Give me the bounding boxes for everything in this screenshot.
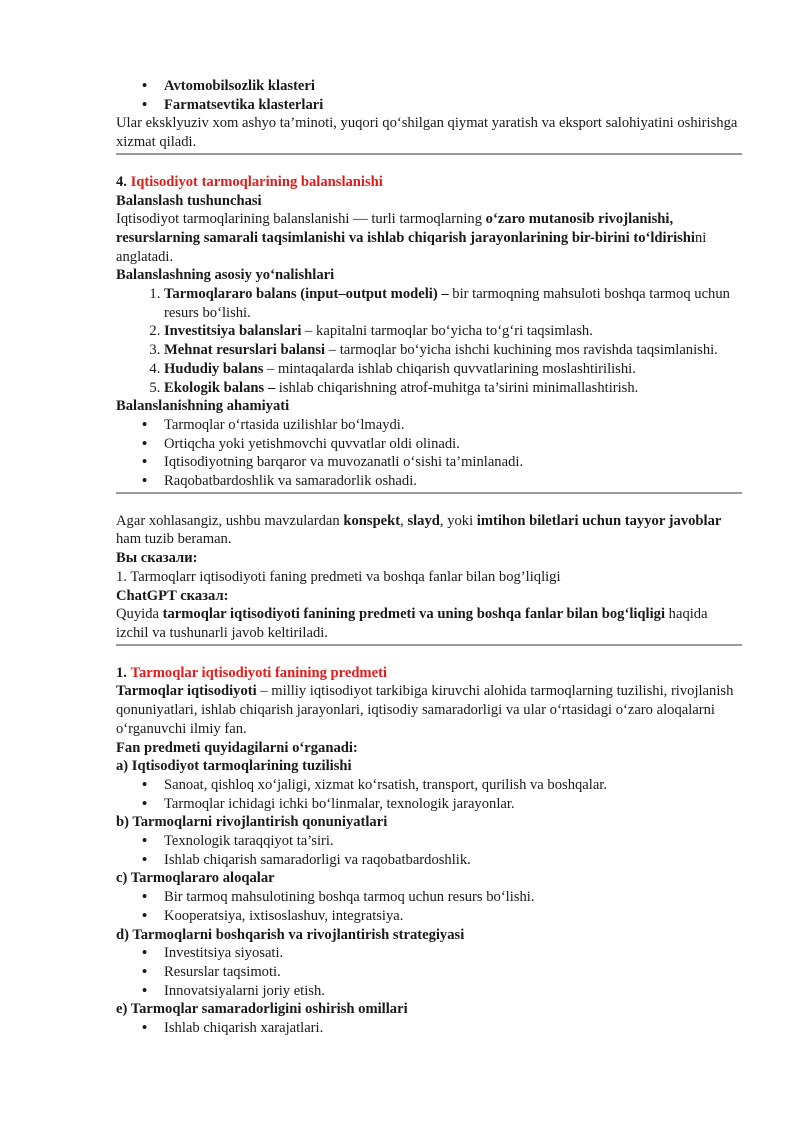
user-label: Вы сказали:	[116, 550, 198, 567]
document-page	[116, 77, 742, 1038]
list-item: 4. Hududiy balans – mintaqalarda ishlab chiqarish quvvatlarining moslashtirilishi.	[164, 360, 742, 379]
bullet-list	[116, 776, 742, 813]
list-item: 3. Mehnat resurslari balansi – tarmoqlar bo‘yicha ishchi kuchining mos ravishda taqsimlanishi.	[164, 341, 742, 360]
list-item: • Ishlab chiqarish samaradorligi va raqobatbardoshlik.	[164, 851, 742, 870]
list-item: • Ortiqcha yoki yetishmovchi quvvatlar oldi olinadi.	[164, 435, 742, 454]
definition-paragraph: Tarmoqlar iqtisodiyoti – milliy iqtisodiyot tarkibiga kiruvchi alohida tarmoqlarning tuzilishi, rivojlanish qonuniyatlari, ishlab chiqarish jarayonlari, iqtisodiy samaradorligi va ular o‘rtasidagi o‘zaro aloqalarni o‘rganuvchi ilmiy fan.	[116, 683, 734, 737]
assistant-intro: Quyida tarmoqlar iqtisodiyoti fanining predmeti va uning boshqa fanlar bilan bog‘liqligi haqida izchil va tushunarli javob keltiriladi.	[116, 606, 708, 641]
subheading: Balanslashning asosiy yo‘nalishlari	[116, 267, 335, 284]
assistant-label: ChatGPT сказал:	[116, 587, 229, 604]
subheading: Balanslanishning ahamiyati	[116, 398, 290, 415]
bullet-list	[116, 944, 742, 1000]
subheading: Fan predmeti quyidagilarni o‘rganadi:	[116, 739, 358, 756]
offer-paragraph: Agar xohlasangiz, ushbu mavzulardan konspekt, slayd, yoki imtihon biletlari uchun tayyor javoblar ham tuzib beraman.	[116, 512, 722, 548]
section-heading: 1. Tarmoqlar iqtisodiyoti fanining predmeti	[116, 664, 387, 681]
list-item: • Farmatsevtika klasterlari	[164, 96, 742, 115]
cluster-list	[116, 77, 742, 114]
list-item: • Investitsiya siyosati.	[164, 944, 742, 963]
bullet-list	[116, 1019, 742, 1038]
subheading: b) Tarmoqlarni rivojlantirish qonuniyatlari	[116, 814, 388, 831]
list-item: • Innovatsiyalarni joriy etish.	[164, 982, 742, 1001]
subheading: c) Tarmoqlararo aloqalar	[116, 870, 275, 887]
paragraph: Iqtisodiyot tarmoqlarining balanslanishi — turli tarmoqlarning o‘zaro mutanosib rivojlanishi, resurslarning samarali taqsimlanishi va ishlab chiqarish jarayonlarining bir-birini to‘ldirishini anglatadi.	[116, 211, 707, 265]
list-item: • Raqobatbardoshlik va samaradorlik oshadi.	[164, 472, 742, 491]
list-item: 2. Investitsiya balanslari – kapitalni tarmoqlar bo‘yicha to‘g‘ri taqsimlash.	[164, 322, 742, 341]
list-item: • Tarmoqlar ichidagi ichki bo‘linmalar, texnologik jarayonlar.	[164, 795, 742, 814]
list-item: • Texnologik taraqqiyot ta’siri.	[164, 832, 742, 851]
list-item: • Iqtisodiyotning barqaror va muvozanatli o‘sishi ta’minlanadi.	[164, 453, 742, 472]
bullet-list	[116, 888, 742, 925]
list-item: • Resurslar taqsimoti.	[164, 963, 742, 982]
bullet-list	[116, 832, 742, 869]
subheading: e) Tarmoqlar samaradorligini oshirish omillari	[116, 1001, 408, 1018]
list-item: • Ishlab chiqarish xarajatlari.	[164, 1019, 742, 1038]
list-item: • Tarmoqlar o‘rtasida uzilishlar bo‘lmaydi.	[164, 416, 742, 435]
subheading: Balanslash tushunchasi	[116, 192, 262, 209]
numbered-list	[116, 285, 742, 397]
list-item: • Bir tarmoq mahsulotining boshqa tarmoq uchun resurs bo‘lishi.	[164, 888, 742, 907]
list-item: 5. Ekologik balans – ishlab chiqarishning atrof-muhitga ta’sirini minimallashtirish.	[164, 379, 742, 398]
list-item: • Avtomobilsozlik klasteri	[164, 77, 742, 96]
subheading: d) Tarmoqlarni boshqarish va rivojlantirish strategiyasi	[116, 926, 465, 943]
user-question: 1. Tarmoqlarr iqtisodiyoti faning predmeti va boshqa fanlar bilan bog’liqligi	[116, 568, 561, 585]
list-item: 1. Tarmoqlararo balans (input–output modeli) – bir tarmoqning mahsuloti boshqa tarmoq uchun resurs bo‘lishi.	[164, 285, 742, 322]
section-heading: 4. Iqtisodiyot tarmoqlarining balanslanishi	[116, 173, 383, 190]
paragraph: Ular eksklyuziv xom ashyo ta’minoti, yuqori qo‘shilgan qiymat yaratish va eksport salohiyatini oshirishga xizmat qiladi.	[116, 115, 738, 151]
subheading: a) Iqtisodiyot tarmoqlarining tuzilishi	[116, 758, 352, 775]
bullet-list	[116, 416, 742, 491]
list-item: • Kooperatsiya, ixtisoslashuv, integratsiya.	[164, 907, 742, 926]
list-item: • Sanoat, qishloq xo‘jaligi, xizmat ko‘rsatish, transport, qurilish va boshqalar.	[164, 776, 742, 795]
